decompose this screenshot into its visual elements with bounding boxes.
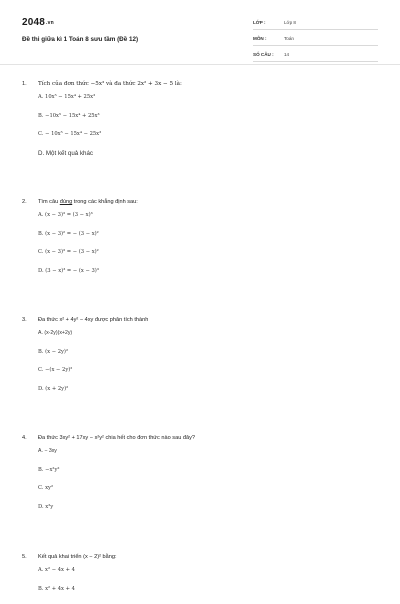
option-b[interactable] xyxy=(38,586,382,604)
question-number: 1. xyxy=(22,80,38,88)
option-d[interactable] xyxy=(38,150,382,169)
option-c[interactable] xyxy=(38,367,382,386)
question-header xyxy=(22,198,382,206)
option-c[interactable] xyxy=(38,485,382,504)
option-a[interactable] xyxy=(38,212,382,231)
option-text: B. (x − 2y)² xyxy=(38,349,68,355)
meta-value: Toán xyxy=(284,36,294,41)
option-list xyxy=(22,567,382,604)
question-text-emphasis: đúng xyxy=(60,199,72,205)
option-d[interactable] xyxy=(38,504,382,523)
question-header xyxy=(22,434,382,442)
option-text: D. (3 − x)³ = − (x − 3)³ xyxy=(38,268,99,274)
option-text: B. −10x⁵ − 15x⁴ + 25x³ xyxy=(38,113,100,119)
question-5 xyxy=(22,553,382,604)
option-b[interactable] xyxy=(38,349,382,368)
option-d[interactable] xyxy=(38,268,382,287)
option-b[interactable] xyxy=(38,231,382,250)
header-divider xyxy=(0,64,400,65)
option-text: B. −x²y² xyxy=(38,467,59,473)
option-list xyxy=(22,330,382,404)
meta-row-count xyxy=(253,48,378,62)
meta-row-class xyxy=(253,16,378,30)
question-1 xyxy=(22,80,382,198)
option-a[interactable] xyxy=(38,94,382,113)
question-number: 3. xyxy=(22,316,38,324)
page-title: Đề thi giữa kì 1 Toán 8 sưu tầm (Đề 12) xyxy=(22,36,138,43)
question-header xyxy=(22,80,382,88)
exam-meta xyxy=(253,16,378,64)
question-3 xyxy=(22,316,382,434)
meta-label: LỚP : xyxy=(253,20,284,25)
option-text: C. −(x − 2y)² xyxy=(38,367,72,373)
option-text: D. Một kết quả khác xyxy=(38,150,93,157)
site-logo[interactable] xyxy=(22,17,54,28)
option-text: A. x² − 4x + 4 xyxy=(38,567,75,573)
meta-row-subject xyxy=(253,32,378,46)
option-text: D. (x + 2y)² xyxy=(38,386,68,392)
option-c[interactable] xyxy=(38,249,382,268)
option-text: A. − 3xy xyxy=(38,448,57,454)
option-b[interactable] xyxy=(38,467,382,486)
option-a[interactable] xyxy=(38,448,382,467)
option-list xyxy=(22,94,382,168)
option-text: D. x²y xyxy=(38,504,53,510)
question-list xyxy=(22,80,382,604)
question-text-part: Tìm câu xyxy=(38,199,60,205)
question-text: Đa thức 3xy² + 17xy − x²y² chia hết cho đơn thức nào sau đây? xyxy=(38,434,382,442)
option-text: A. 10x⁵ − 15x⁴ + 25x³ xyxy=(38,94,95,100)
meta-value: 14 xyxy=(284,52,289,57)
option-text: B. (x − 3)² = − (3 − x)² xyxy=(38,231,99,237)
question-text: Tích của đơn thức −5x³ và đa thức 2x² + 3x − 5 là: xyxy=(38,80,382,88)
question-number: 5. xyxy=(22,553,38,561)
meta-label: SỐ CÂU : xyxy=(253,52,284,57)
logo-suffix: .vn xyxy=(46,20,54,26)
option-text: B. x² + 4x + 4 xyxy=(38,586,75,592)
option-text: A. (x − 3)³ = (3 − x)³ xyxy=(38,212,93,218)
option-list xyxy=(22,448,382,522)
option-text: C. xy² xyxy=(38,485,53,491)
option-text: C. (x − 3)³ = − (3 − x)² xyxy=(38,249,99,255)
option-list xyxy=(22,212,382,286)
option-text: A. (x-2y)(x+2y) xyxy=(38,330,72,336)
question-header xyxy=(22,316,382,324)
question-text xyxy=(38,198,382,206)
option-text: C. − 10x⁵ − 15x⁴ − 25x³ xyxy=(38,131,101,137)
question-2 xyxy=(22,198,382,316)
header xyxy=(0,0,400,62)
option-d[interactable] xyxy=(38,386,382,405)
meta-label: MÔN : xyxy=(253,36,284,41)
question-number: 4. xyxy=(22,434,38,442)
question-header xyxy=(22,553,382,561)
meta-value: Lớp 8 xyxy=(284,20,296,25)
question-text: Kết quả khai triển (x − 2)² bằng: xyxy=(38,553,382,561)
option-b[interactable] xyxy=(38,113,382,132)
question-text-part: trong các khẳng định sau: xyxy=(72,199,138,205)
option-a[interactable] xyxy=(38,330,382,349)
option-a[interactable] xyxy=(38,567,382,586)
option-c[interactable] xyxy=(38,131,382,150)
question-text: Đa thức x² + 4y² − 4xy được phân tích thành xyxy=(38,316,382,324)
question-number: 2. xyxy=(22,198,38,206)
logo-text: 2048 xyxy=(22,17,45,28)
question-4 xyxy=(22,434,382,553)
